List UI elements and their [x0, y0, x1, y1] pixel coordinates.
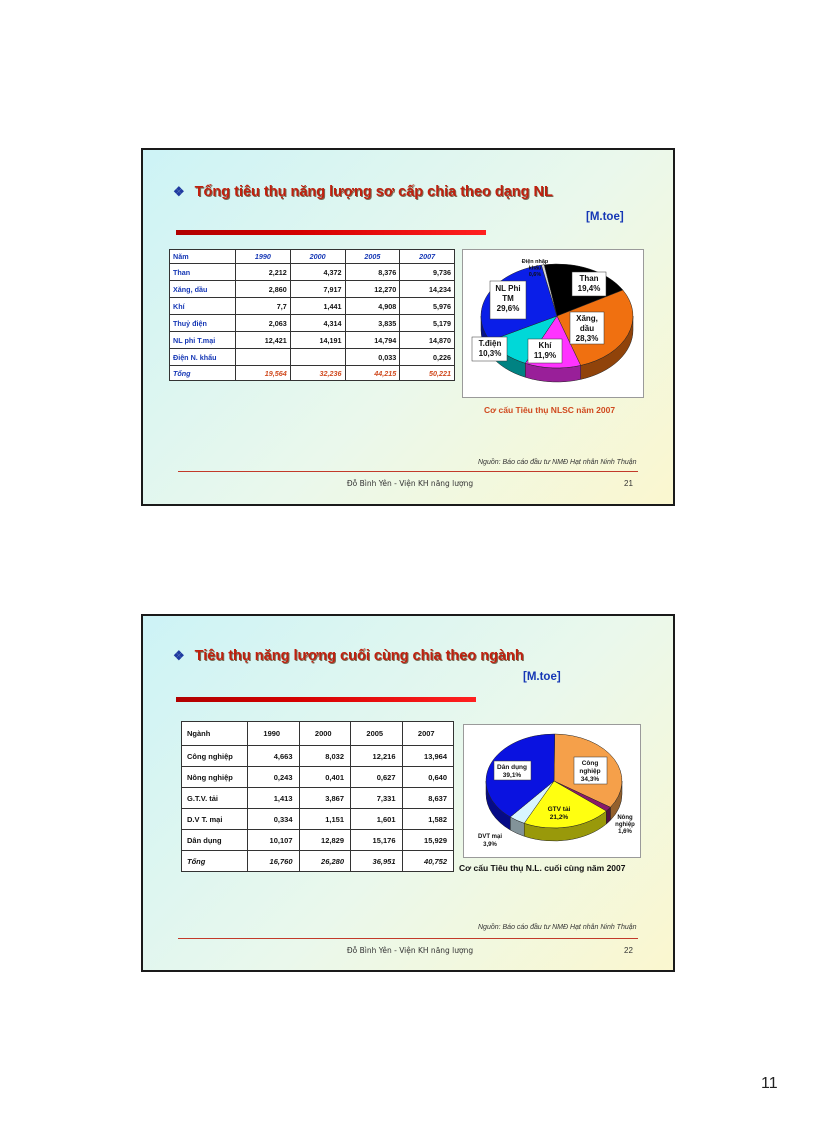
table-total-row: [170, 366, 455, 381]
table-row: [170, 264, 455, 281]
slide-title: [173, 184, 553, 200]
value-cell: 12,829: [299, 830, 351, 851]
value-cell: 4,908: [345, 298, 400, 315]
row-label-cell: Công nghiệp: [182, 746, 248, 767]
chart-caption: Cơ cấu Tiêu thụ NLSC năm 2007: [484, 405, 616, 415]
value-cell: 0,033: [345, 349, 400, 366]
diamond-bullet-icon: ❖: [173, 184, 185, 199]
value-cell: 2,860: [236, 281, 291, 298]
table-row: [170, 332, 455, 349]
diamond-bullet-icon: ❖: [173, 648, 185, 663]
footer-author: Đỗ Bình Yên - Viện KH năng lượng: [346, 479, 474, 488]
value-cell: 32,236: [290, 366, 345, 381]
value-cell: 2007: [400, 250, 455, 264]
value-cell: 0,243: [248, 767, 300, 788]
value-cell: 15,176: [351, 830, 403, 851]
row-label-cell: G.T.V. tải: [182, 788, 248, 809]
slice-label-cong-nghiep-line: 34,3%: [580, 776, 600, 783]
slice-label-than-line: 19,4%: [577, 284, 601, 293]
slice-label-dan-dung: [494, 761, 531, 780]
row-label-cell: Khí: [170, 298, 236, 315]
table-row: [182, 830, 454, 851]
slice-label-nl-phi-tm-line: 29,6%: [496, 304, 520, 313]
slice-label-than-line: Than: [579, 274, 599, 283]
slide-title: [173, 648, 524, 664]
value-cell: 8,032: [299, 746, 351, 767]
pie-chart-box: [462, 249, 644, 398]
value-cell: 2,063: [236, 315, 291, 332]
value-cell: 0,640: [402, 767, 454, 788]
value-cell: 1,151: [299, 809, 351, 830]
slice-label-nl-phi-tm-line: TM: [502, 294, 514, 303]
row-label-cell: Năm: [170, 250, 236, 264]
value-cell: 3,867: [299, 788, 351, 809]
slice-label-nong-nghiep-line: Nông: [617, 815, 633, 821]
value-cell: 12,421: [236, 332, 291, 349]
table-row: [170, 349, 455, 366]
row-label-cell: NL phi T.mại: [170, 332, 236, 349]
slice-label-khi-line: Khí: [538, 341, 552, 350]
slice-label-dan-dung-line: 39,1%: [502, 772, 522, 779]
slice-label-gtv-tai-line: 21,2%: [549, 814, 569, 821]
table-row: [182, 767, 454, 788]
value-cell: 19,564: [236, 366, 291, 381]
row-label-cell: Điện N. khẩu: [170, 349, 236, 366]
energy-table: [169, 249, 455, 381]
footer-author: Đỗ Bình Yên - Viện KH năng lượng: [346, 946, 474, 955]
slide-number: 22: [624, 946, 633, 955]
value-cell: 16,760: [248, 851, 300, 872]
value-cell: 13,964: [402, 746, 454, 767]
value-cell: 1,441: [290, 298, 345, 315]
footer-divider: [178, 471, 638, 472]
value-cell: 0,334: [248, 809, 300, 830]
chart-caption: Cơ cấu Tiêu thụ N.L. cuối cùng năm 2007: [459, 863, 626, 873]
slice-label-import-line: 0,6%: [528, 272, 542, 278]
table-header-row: [170, 250, 455, 264]
slide-22: [141, 614, 675, 972]
row-label-cell: Dân dụng: [182, 830, 248, 851]
value-cell: 0,401: [299, 767, 351, 788]
table-row: [170, 315, 455, 332]
value-cell: [236, 349, 291, 366]
slice-label-gtv-tai: [548, 806, 571, 821]
row-label-cell: Tổng: [182, 851, 248, 872]
title-underline: [176, 230, 486, 235]
slice-label-nong-nghiep-line: nghiệp: [615, 822, 635, 828]
value-cell: 5,179: [400, 315, 455, 332]
row-label-cell: D.V T. mại: [182, 809, 248, 830]
value-cell: 4,314: [290, 315, 345, 332]
value-cell: 4,663: [248, 746, 300, 767]
value-cell: 2000: [290, 250, 345, 264]
value-cell: 0,226: [400, 349, 455, 366]
unit-label: [M.toe]: [523, 671, 561, 683]
value-cell: 1,582: [402, 809, 454, 830]
pie-chart: [464, 725, 640, 857]
slice-label-khi-line: 11,9%: [533, 351, 557, 360]
value-cell: 9,736: [400, 264, 455, 281]
page-number: 11: [761, 1075, 778, 1092]
value-cell: 1,413: [248, 788, 300, 809]
value-cell: 14,870: [400, 332, 455, 349]
slice-label-nl-phi-tm: [490, 281, 526, 319]
slice-label-cong-nghiep-line: Công: [581, 760, 599, 767]
value-cell: 0,627: [351, 767, 403, 788]
slice-label-cong-nghiep-line: nghiệp: [579, 768, 601, 775]
slice-label-import-line: Điện nhập: [521, 259, 549, 265]
value-cell: 8,637: [402, 788, 454, 809]
value-cell: 50,221: [400, 366, 455, 381]
slice-label-tdien-line: T.điện: [478, 339, 502, 348]
value-cell: 4,372: [290, 264, 345, 281]
value-cell: 14,234: [400, 281, 455, 298]
slice-label-tdien-line: 10,3%: [478, 349, 502, 358]
value-cell: 14,794: [345, 332, 400, 349]
value-cell: 44,215: [345, 366, 400, 381]
row-label-cell: Xăng, dầu: [170, 281, 236, 298]
value-cell: 12,270: [345, 281, 400, 298]
value-cell: 2005: [351, 722, 403, 746]
value-cell: 8,376: [345, 264, 400, 281]
slice-label-nl-phi-tm-line: NL Phi: [495, 284, 521, 293]
value-cell: 2000: [299, 722, 351, 746]
source-note: Nguồn: Báo cáo đầu tư NMĐ Hạt nhân Ninh Thuận: [478, 459, 637, 466]
table-row: [182, 809, 454, 830]
value-cell: 3,835: [345, 315, 400, 332]
slice-label-dan-dung-line: Dân dụng: [497, 764, 527, 771]
value-cell: 7,7: [236, 298, 291, 315]
footer-divider: [178, 938, 638, 939]
value-cell: 15,929: [402, 830, 454, 851]
slice-label-dvt-mai-line: 3,9%: [483, 842, 497, 848]
sector-table: [181, 721, 454, 872]
row-label-cell: Ngành: [182, 722, 248, 746]
unit-label: [M.toe]: [586, 211, 624, 223]
value-cell: 5,976: [400, 298, 455, 315]
value-cell: 12,216: [351, 746, 403, 767]
value-cell: 1990: [248, 722, 300, 746]
table-row: [170, 298, 455, 315]
slice-label-khi: [528, 339, 562, 363]
slice-label-cong-nghiep: [574, 757, 607, 784]
table-row: [182, 746, 454, 767]
value-cell: 10,107: [248, 830, 300, 851]
slide-21: [141, 148, 675, 506]
value-cell: 7,917: [290, 281, 345, 298]
value-cell: 36,951: [351, 851, 403, 872]
value-cell: 2,212: [236, 264, 291, 281]
value-cell: 26,280: [299, 851, 351, 872]
value-cell: [290, 349, 345, 366]
pie-chart: [463, 250, 643, 397]
value-cell: 2007: [402, 722, 454, 746]
slide-number: 21: [624, 479, 633, 488]
slice-label-gtv-tai-line: GTV tải: [547, 806, 571, 813]
title-underline: [176, 697, 476, 702]
table-total-row: [182, 851, 454, 872]
table-row: [182, 788, 454, 809]
value-cell: 14,191: [290, 332, 345, 349]
value-cell: 7,331: [351, 788, 403, 809]
slice-label-xang-dau: [570, 312, 604, 344]
slice-label-import-line: khẩu: [528, 265, 542, 272]
slice-label-xang-dau-line: dầu: [579, 324, 595, 333]
row-label-cell: Tổng: [170, 366, 236, 381]
row-label-cell: Than: [170, 264, 236, 281]
slice-label-xang-dau-line: 28,3%: [575, 334, 599, 343]
row-label-cell: Thuỷ điện: [170, 315, 236, 332]
slice-label-than: [572, 272, 606, 296]
pie-chart-box: [463, 724, 641, 858]
slice-label-nong-nghiep: [615, 815, 635, 835]
slice-label-dvt-mai: [478, 834, 502, 848]
source-note: Nguồn: Báo cáo đầu tư NMĐ Hạt nhân Ninh Thuận: [478, 924, 637, 931]
table-header-row: [182, 722, 454, 746]
slide-title-text: Tổng tiêu thụ năng lượng sơ cấp chia theo dạng NL: [194, 184, 553, 200]
slice-label-xang-dau-line: Xăng,: [576, 314, 598, 323]
table-row: [170, 281, 455, 298]
slice-label-tdien: [472, 337, 507, 361]
value-cell: 2005: [345, 250, 400, 264]
value-cell: 1990: [236, 250, 291, 264]
slide-title-text: Tiêu thụ năng lượng cuối cùng chia theo ngành: [194, 648, 524, 664]
value-cell: 40,752: [402, 851, 454, 872]
slice-label-nong-nghiep-line: 1,6%: [618, 829, 632, 835]
slice-label-dvt-mai-line: DVT mại: [477, 834, 503, 840]
row-label-cell: Nông nghiệp: [182, 767, 248, 788]
value-cell: 1,601: [351, 809, 403, 830]
